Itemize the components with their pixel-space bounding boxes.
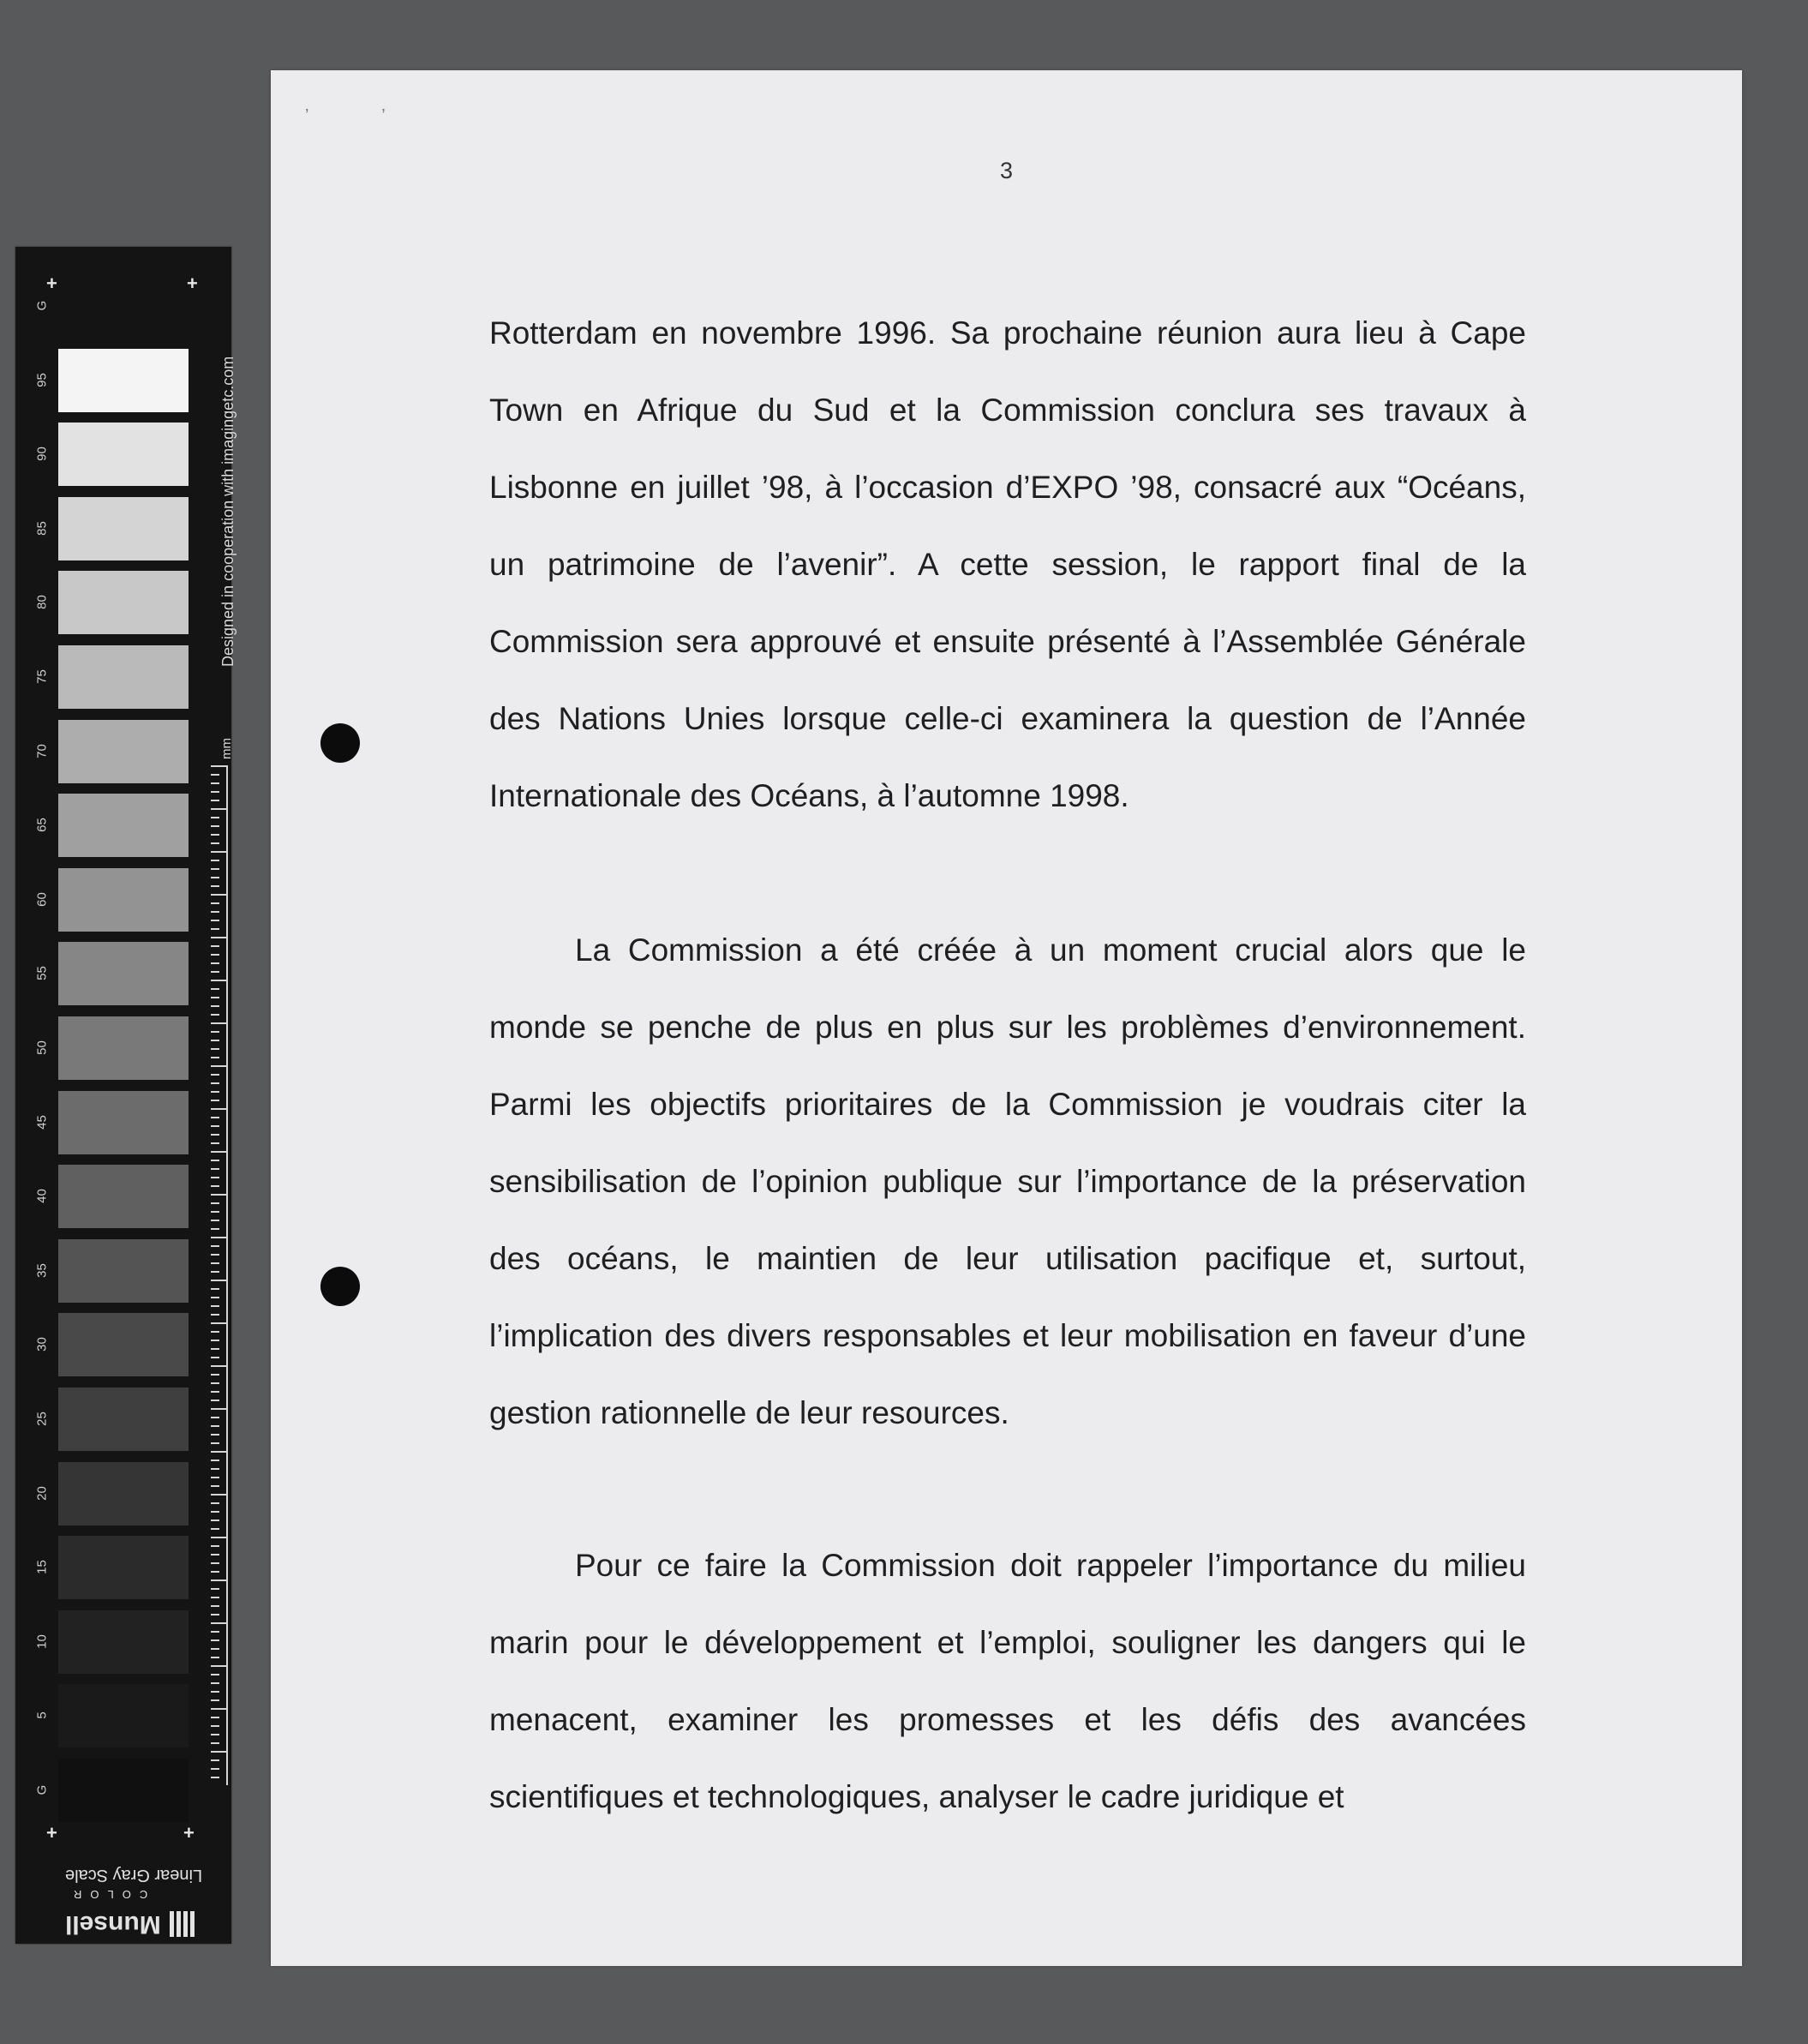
gray-swatch [58, 571, 189, 634]
gray-swatch [58, 1462, 189, 1526]
gray-swatch [58, 794, 189, 857]
gray-step-label: 90 [34, 447, 50, 462]
gray-swatch [58, 645, 189, 709]
gray-step-label: 20 [34, 1485, 50, 1501]
card-brand-sub: COLOR [65, 1888, 148, 1901]
gray-swatch [58, 1091, 189, 1154]
gray-swatch [58, 868, 189, 932]
punch-hole [320, 723, 360, 763]
document-page [271, 70, 1742, 1966]
gray-swatch [58, 423, 189, 486]
gray-swatch [58, 1536, 189, 1599]
gray-swatch [58, 349, 189, 412]
gray-step-label: 80 [34, 595, 50, 610]
gray-swatch [58, 1313, 189, 1376]
registration-mark: + [187, 273, 198, 294]
punch-hole [320, 1267, 360, 1306]
gray-swatch [58, 497, 189, 560]
gray-swatch [58, 720, 189, 783]
gray-step-label: 65 [34, 818, 50, 833]
paragraph-objectives [489, 912, 1526, 1452]
page-number: 3 [999, 158, 1014, 183]
gray-swatch [58, 1239, 189, 1303]
gray-swatch [58, 274, 189, 338]
registration-mark: + [46, 1822, 57, 1843]
gray-swatch [58, 1165, 189, 1228]
gray-step-label: 60 [34, 891, 50, 907]
gray-step-label: 15 [34, 1560, 50, 1575]
gray-swatch [58, 1759, 189, 1822]
munsell-logo-icon [170, 1911, 195, 1937]
card-credit: Designed in cooperation with imagingetc.com [219, 356, 236, 667]
card-brand: Munsell [65, 1910, 161, 1939]
gray-step-label: 25 [34, 1412, 50, 1426]
gray-step-label: 10 [34, 1633, 50, 1649]
gray-step-label: 95 [34, 372, 50, 387]
registration-mark: + [183, 1822, 195, 1843]
mm-ruler [211, 765, 226, 1785]
ruler-unit-label: mm [219, 738, 234, 759]
gray-step-label: G [34, 300, 50, 311]
card-title: Linear Gray Scale [65, 1866, 203, 1885]
registration-mark: + [46, 273, 57, 294]
paragraph: Rotterdam en novembre 1996. Sa prochaine réunion aura lieu à Cape Town en Afrique du Sud et la Commission conclura ses travaux à Lisbonne en juillet ’98, à l’occasion d’EXPO ’98, consacré aux “Océans, un patrimoine de l’avenir”. A cette session, le rapport final de la Commission sera approuvé et ensuite présenté à l’Assemblée Générale des Nations Unies lorsque celle-ci examinera la question de l’Année Internationale des Océans, à l’automne 1998. [489, 315, 1526, 813]
gray-swatch [58, 1016, 189, 1080]
paragraph: La Commission a été créée à un moment crucial alors que le monde se penche de plus en plus sur les problèmes d’environnement. Parmi les objectifs prioritaires de la Commission je voudrais citer la sensibilisation de l’opinion publique sur l’importance de la préservation des océans, le maintien de leur utilisation pacifique et, surtout, l’implication des divers responsables et leur mobilisation en faveur d’une gestion rationnelle de leur resources. [489, 932, 1526, 1430]
gray-swatch [58, 1684, 189, 1747]
gray-step-label: 5 [34, 1711, 50, 1720]
gray-step-label: 30 [34, 1337, 50, 1352]
gray-step-label: 75 [34, 669, 50, 684]
gray-step-label: 35 [34, 1262, 50, 1278]
gray-swatch [58, 1388, 189, 1451]
gray-swatch [58, 1610, 189, 1674]
paragraph-continued [489, 295, 1526, 835]
gray-step-label: 85 [34, 520, 50, 536]
gray-step-label: 55 [34, 966, 50, 981]
gray-scale-card [15, 247, 236, 1944]
gray-step-label: 45 [34, 1114, 50, 1130]
paragraph-mission [489, 1527, 1526, 1836]
gray-step-label: G [34, 1784, 50, 1795]
scan-specks: ’ ’ [305, 106, 420, 125]
paragraph: Pour ce faire la Commission doit rappeler l’importance du milieu marin pour le développement et l’emploi, souligner les dangers qui le menacent, examiner les promesses et les défis des avancées scientifiques et technologiques, analyser le cadre juridique et [489, 1548, 1526, 1814]
gray-swatch [58, 942, 189, 1005]
ruler-edge [226, 765, 228, 1785]
gray-step-label: 50 [34, 1040, 50, 1055]
gray-step-label: 40 [34, 1189, 50, 1204]
gray-step-label: 70 [34, 743, 50, 758]
